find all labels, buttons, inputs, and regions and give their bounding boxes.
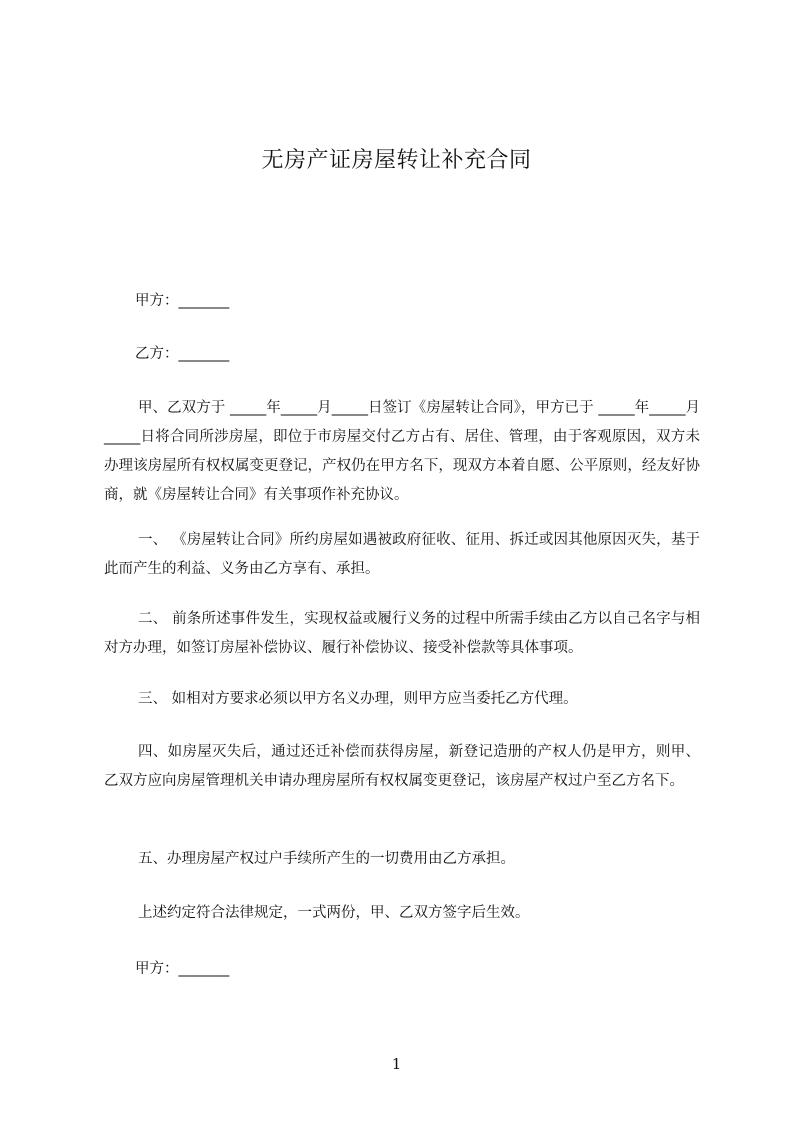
clause-4: 四、如房屋灭失后，通过还迁补偿而获得房屋，新登记造册的产权人仍是甲方，则甲、乙双方应向房屋管理机关申请办理房屋所有权权属变更登记，该房屋产权过户至乙方名下。	[104, 744, 700, 789]
page-number: 1	[391, 1055, 402, 1073]
clause-5: 五、办理房屋产权过户手续所产生的一切费用由乙方承担。	[138, 851, 515, 867]
party-a-line: 甲方：_______	[135, 293, 230, 309]
clause-3: 三、 如相对方要求必须以甲方名义办理，则甲方应当委托乙方代理。	[138, 691, 578, 707]
clause-1: 一、 《房屋转让合同》所约房屋如遇被政府征收、征用、拆迁或因其他原因灭失，基于此而产生的利益、义务由乙方享有、承担。	[104, 532, 700, 577]
signature-party-a: 甲方：_______	[135, 961, 230, 977]
party-b-line: 乙方：_______	[135, 346, 230, 362]
closing-paragraph: 上述约定符合法律规定，一式两份，甲、乙双方签字后生效。	[138, 905, 530, 921]
document-title: 无房产证房屋转让补充合同	[261, 148, 532, 173]
clause-2: 二、 前条所述事件发生，实现权益或履行义务的过程中所需手续由乙方以自己名字与相对方办理，如签订房屋补偿协议、履行补偿协议、接受补偿款等具体事项。	[104, 611, 700, 656]
intro-paragraph: 甲、乙双方于 _____年_____月_____日签订《房屋转让合同》，甲方已于 _____年_____月_____日将合同所涉房屋，即位于市房屋交付乙方占有、居住、管理，由于客观原因，双方未办理该房屋所有权权属变更登记，产权仍在甲方名下，现双方本着自愿、公平原则，经友好协商，就《房屋转让合同》有关事项作补充协议。	[104, 400, 700, 503]
